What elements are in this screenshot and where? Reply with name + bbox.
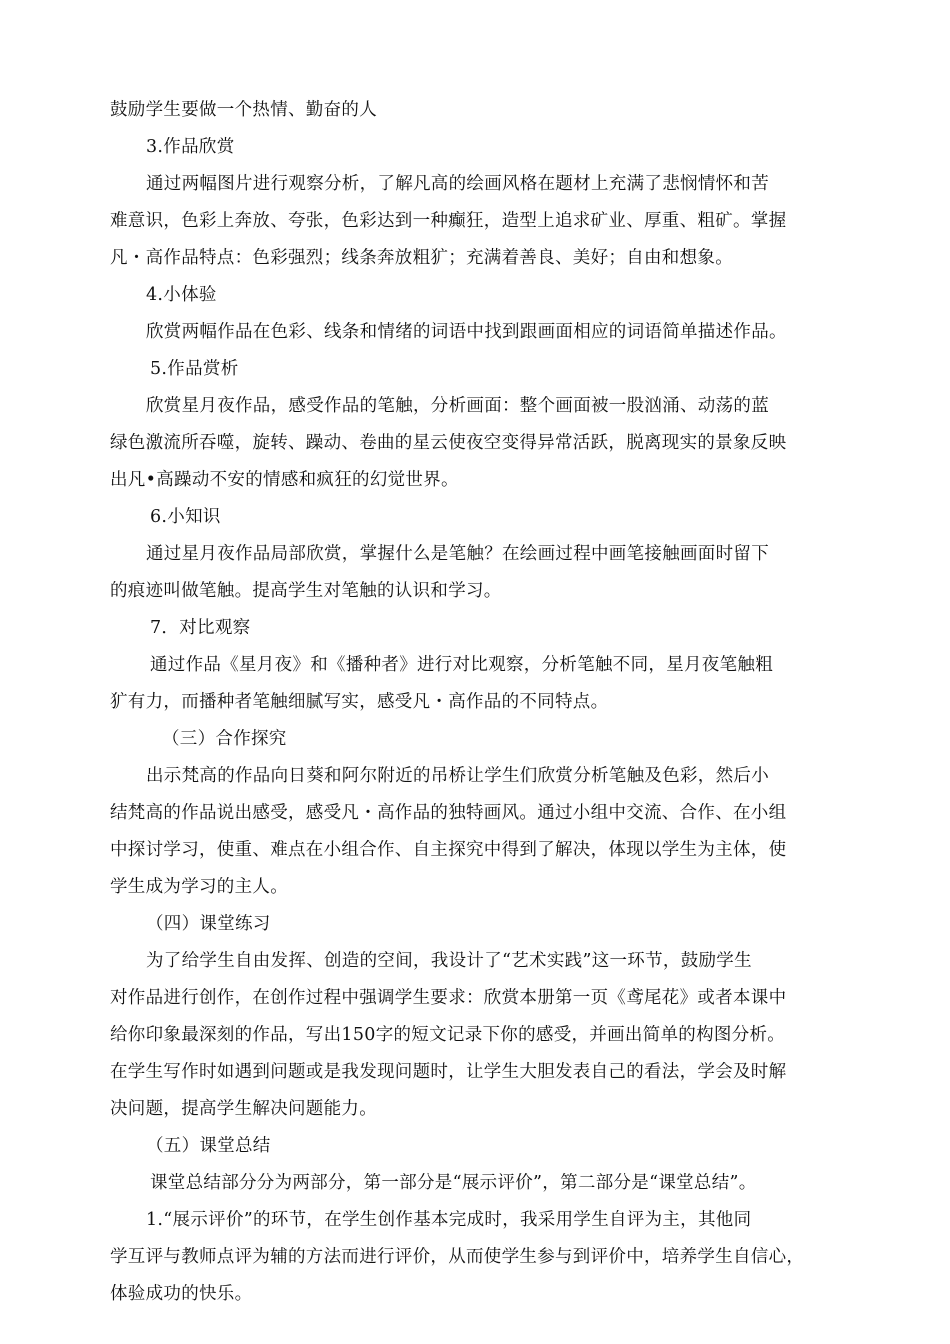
paragraph-line: 凡・高作品特点：色彩强烈；线条奔放粗犷；充满着善良、美好；自由和想象。 xyxy=(110,248,733,268)
paragraph-line: 出凡•高躁动不安的情感和疯狂的幻觉世界。 xyxy=(110,470,459,490)
paragraph-line: 1.“展示评价”的环节，在学生创作基本完成时，我采用学生自评为主，其他同 xyxy=(146,1210,752,1230)
paragraph-line: 通过两幅图片进行观察分析，了解凡高的绘画风格在题材上充满了悲悯情怀和苦 xyxy=(146,174,769,194)
paragraph-line: 绿色激流所吞噬，旋转、躁动、卷曲的星云使夜空变得异常活跃，脱离现实的景象反映 xyxy=(110,433,787,453)
paragraph-line: 对作品进行创作，在创作过程中强调学生要求：欣赏本册第一页《鸢尾花》或者本课中 xyxy=(110,988,787,1008)
paragraph-line: 学互评与教师点评为辅的方法而进行评价，从而使学生参与到评价中，培养学生自信心， xyxy=(110,1247,805,1267)
paragraph-line: 的痕迹叫做笔触。提高学生对笔触的认识和学习。 xyxy=(110,581,502,601)
section-heading-artwork-analysis: 5.作品赏析 xyxy=(150,359,239,379)
paragraph-line: 课堂总结部分分为两部分，第一部分是“展示评价”，第二部分是“课堂总结”。 xyxy=(150,1173,757,1193)
section-heading-cooperative-inquiry: （三）合作探究 xyxy=(162,729,287,749)
paragraph-line: 体验成功的快乐。 xyxy=(110,1284,253,1304)
paragraph-line: 为了给学生自由发挥、创造的空间，我设计了“艺术实践”这一环节，鼓励学生 xyxy=(146,951,752,971)
section-heading-class-summary: （五）课堂总结 xyxy=(146,1136,271,1156)
paragraph-line: 通过星月夜作品局部欣赏，掌握什么是笔触？在绘画过程中画笔接触画面时留下 xyxy=(146,544,769,564)
paragraph-line: 中探讨学习，使重、难点在小组合作、自主探究中得到了解决，体现以学生为主体，使 xyxy=(110,840,787,860)
section-heading-small-knowledge: 6.小知识 xyxy=(150,507,221,527)
paragraph-line: 难意识，色彩上奔放、夸张，色彩达到一种癫狂，造型上追求矿业、厚重、粗矿。掌握 xyxy=(110,211,787,231)
document-page xyxy=(110,92,846,1313)
paragraph-line: 犷有力，而播种者笔触细腻写实，感受凡・高作品的不同特点。 xyxy=(110,692,609,712)
section-heading-artwork-appreciation: 3.作品欣赏 xyxy=(146,137,235,157)
paragraph-line: 在学生写作时如遇到问题或是我发现问题时，让学生大胆发表自己的看法，学会及时解 xyxy=(110,1062,787,1082)
paragraph-line: 欣赏星月夜作品，感受作品的笔触，分析画面：整个画面被一股汹涌、动荡的蓝 xyxy=(146,396,769,416)
paragraph-line: 通过作品《星月夜》和《播种者》进行对比观察，分析笔触不同，星月夜笔触粗 xyxy=(150,655,773,675)
paragraph-line: 出示梵高的作品向日葵和阿尔附近的吊桥让学生们欣赏分析笔触及色彩，然后小 xyxy=(146,766,769,786)
section-heading-small-experience: 4.小体验 xyxy=(146,285,217,305)
paragraph-line: 学生成为学习的主人。 xyxy=(110,877,288,897)
section-heading-comparison: 7．对比观察 xyxy=(150,618,251,638)
paragraph-line: 给你印象最深刻的作品，写出150字的短文记录下你的感受，并画出简单的构图分析。 xyxy=(110,1025,786,1045)
paragraph-line: 鼓励学生要做一个热情、勤奋的人 xyxy=(110,100,377,120)
paragraph-line: 结梵高的作品说出感受，感受凡・高作品的独特画风。通过小组中交流、合作、在小组 xyxy=(110,803,787,823)
section-heading-class-practice: （四）课堂练习 xyxy=(146,914,271,934)
paragraph-line: 决问题，提高学生解决问题能力。 xyxy=(110,1099,377,1119)
paragraph-line: 欣赏两幅作品在色彩、线条和情绪的词语中找到跟画面相应的词语简单描述作品。 xyxy=(146,322,787,342)
